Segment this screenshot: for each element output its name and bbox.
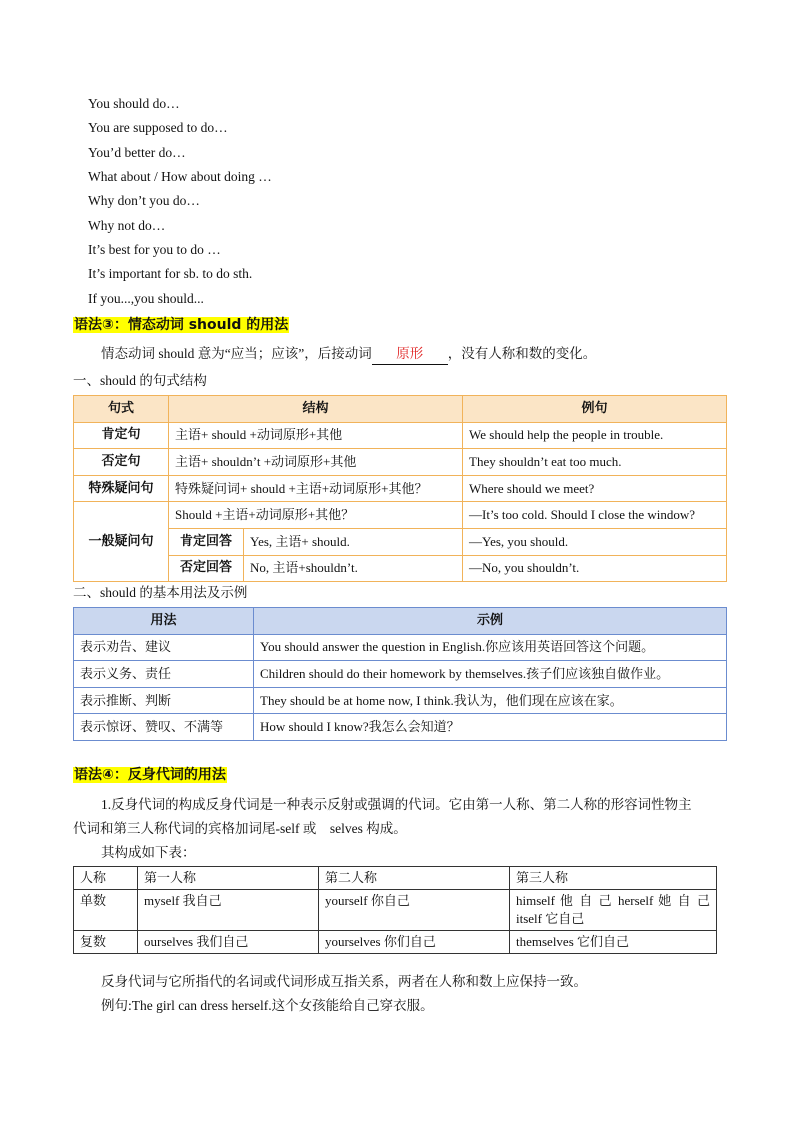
phrase-item: You are supposed to do…	[88, 120, 228, 135]
pronoun-cell	[510, 890, 717, 931]
row-label: 复数	[74, 931, 138, 954]
header-cell: 例句	[463, 396, 727, 423]
row-label: 一般疑问句	[74, 502, 169, 582]
usage-cell: 表示劝告、建议	[74, 634, 254, 661]
header-cell: 句式	[74, 396, 169, 423]
sub-row-label: 肯定回答	[169, 528, 244, 555]
table-row	[74, 555, 727, 582]
header-cell: 第二人称	[319, 867, 510, 890]
header-cell: 第一人称	[138, 867, 319, 890]
phrase-item: It’s best for you to do …	[88, 242, 221, 257]
phrase-item: You should do…	[88, 96, 180, 111]
header-cell: 结构	[169, 396, 463, 423]
example-cell: Where should we meet?	[463, 475, 727, 502]
example-cell: —No, you shouldn’t.	[463, 555, 727, 582]
grammar4-para1-line2: 代词和第三人称代词的宾格加词尾-self 或 selves 构成。	[73, 821, 407, 836]
header-cell: 第三人称	[510, 867, 717, 890]
phrase-item: What about / How about doing …	[88, 169, 272, 184]
table-row	[74, 661, 727, 688]
phrase-item: It’s important for sb. to do sth.	[88, 266, 253, 281]
example-cell: They should be at home now, I think.我认为，他们现在应该在家。	[254, 687, 727, 714]
example-cell: How should I know?我怎么会知道？	[254, 714, 727, 741]
header-cell: 示例	[254, 608, 727, 635]
intro-text-before: 情态动词 should 意为“应当；应该”，后接动词	[101, 346, 372, 361]
grammar4-para2: 其构成如下表：	[101, 845, 196, 860]
usage-cell: 表示推断、判断	[74, 687, 254, 714]
table-row	[74, 714, 727, 741]
structure-cell: Yes, 主语+ should.	[244, 528, 463, 555]
structure-cell: 主语+ should +动词原形+其他	[169, 422, 463, 449]
table-row	[74, 475, 727, 502]
pronoun-line: himself 他 自 己 herself 她 自 己	[516, 893, 710, 908]
intro-text-after: ，没有人称和数的变化。	[447, 346, 597, 361]
pronoun-cell: themselves 它们自己	[510, 931, 717, 954]
example-cell: They shouldn’t eat too much.	[463, 449, 727, 476]
pronoun-cell: yourselves 你们自己	[319, 931, 510, 954]
table-header-row	[74, 608, 727, 635]
grammar4-example-sentence: 例句:The girl can dress herself.这个女孩能给自己穿衣服。	[101, 998, 434, 1013]
fill-blank-answer: 原形	[372, 344, 448, 365]
pronoun-cell: yourself 你自己	[319, 890, 510, 931]
grammar3-heading	[73, 315, 289, 335]
phrase-item: If you...,you should...	[88, 291, 204, 306]
grammar4-heading	[73, 765, 227, 785]
table-row	[74, 634, 727, 661]
phrase-item: You’d better do…	[88, 145, 186, 160]
structure-cell: No, 主语+shouldn’t.	[244, 555, 463, 582]
grammar3-title: 语法③：情态动词 should 的用法	[74, 317, 289, 333]
section1-title: 一、should 的句式结构	[73, 373, 207, 388]
table-row	[74, 528, 727, 555]
phrase-item: Why don’t you do…	[88, 193, 200, 208]
example-cell: —It’s too cold. Should I close the window?	[463, 502, 727, 529]
example-cell: You should answer the question in English.你应该用英语回答这个问题。	[254, 634, 727, 661]
table-row	[74, 502, 727, 529]
grammar4-para1-line1: 1.反身代词的构成反身代词是一种表示反射或强调的代词。它由第一人称、第二人称的形容词性物主	[101, 797, 692, 812]
structure-cell: 特殊疑问词+ should +主语+动词原形+其他？	[169, 475, 463, 502]
row-label: 特殊疑问句	[74, 475, 169, 502]
pronoun-cell: ourselves 我们自己	[138, 931, 319, 954]
grammar3-intro	[101, 344, 596, 365]
header-cell: 用法	[74, 608, 254, 635]
table-row	[74, 449, 727, 476]
example-cell: We should help the people in trouble.	[463, 422, 727, 449]
example-cell: —Yes, you should.	[463, 528, 727, 555]
table-row	[74, 687, 727, 714]
row-label: 否定句	[74, 449, 169, 476]
header-cell: 人称	[74, 867, 138, 890]
example-cell: Children should do their homework by themselves.孩子们应该独自做作业。	[254, 661, 727, 688]
usage-table	[73, 607, 727, 741]
sub-row-label: 否定回答	[169, 555, 244, 582]
phrase-item: Why not do…	[88, 218, 166, 233]
section2-title: 二、should 的基本用法及示例	[73, 585, 248, 600]
row-label: 肯定句	[74, 422, 169, 449]
reflexive-pronoun-table	[73, 866, 717, 954]
pronoun-cell: myself 我自己	[138, 890, 319, 931]
table-header-row	[74, 867, 717, 890]
table-row	[74, 422, 727, 449]
grammar4-para3: 反身代词与它所指代的名词或代词形成互指关系，两者在人称和数上应保持一致。	[101, 974, 587, 989]
table-row	[74, 890, 717, 931]
structure-cell: Should +主语+动词原形+其他？	[169, 502, 463, 529]
usage-cell: 表示义务、责任	[74, 661, 254, 688]
sentence-structure-table	[73, 395, 727, 582]
structure-cell: 主语+ shouldn’t +动词原形+其他	[169, 449, 463, 476]
usage-cell: 表示惊讶、赞叹、不满等	[74, 714, 254, 741]
table-header-row	[74, 396, 727, 423]
grammar4-title: 语法④：反身代词的用法	[74, 767, 226, 783]
row-label: 单数	[74, 890, 138, 931]
table-row	[74, 931, 717, 954]
pronoun-line: itself 它自己	[516, 911, 585, 926]
